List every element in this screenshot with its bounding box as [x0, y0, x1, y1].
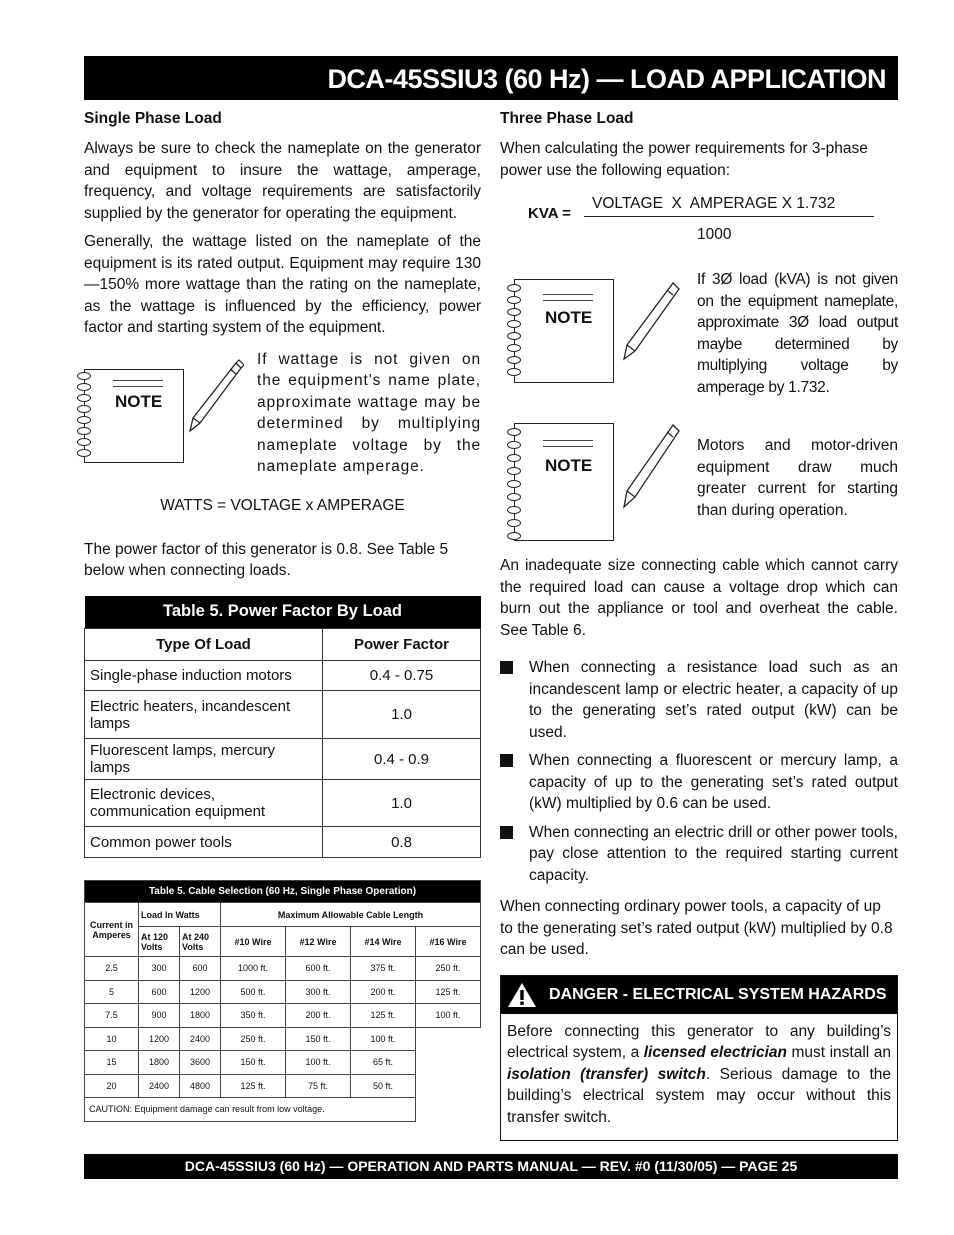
pencil-icon [618, 275, 682, 365]
danger-heading: DANGER - ELECTRICAL SYSTEM HAZARDS [549, 985, 887, 1003]
pf-cell: 0.8 [323, 827, 481, 858]
cable-cell: 125 ft. [416, 980, 481, 1004]
kva-numerator: VOLTAGE X AMPERAGE X 1.732 [592, 195, 836, 212]
pencil-icon [618, 417, 682, 512]
bullet-text: When connecting an electric drill or other power tools, pay close attention to the required starting current capacity. [529, 823, 898, 884]
cable-cell: 100 ft. [351, 1027, 416, 1051]
table-row [85, 780, 481, 827]
note-notebook-icon [84, 369, 184, 463]
cable-header-wire: #14 Wire [351, 927, 416, 957]
three-phase-para-1: When calculating the power requirements for 3-phase power use the following equation: [500, 140, 868, 179]
pf-cell: 0.4 - 0.75 [323, 661, 481, 691]
cable-cell: 1200 [139, 1027, 180, 1051]
pf-header-type: Type Of Load [85, 629, 323, 661]
cable-header-240: At 240 Volts [180, 927, 221, 957]
single-phase-para-2: Generally, the wattage listed on the nameplate of the equipment is its rated output. Equipment may require 130—150% more wattage than the rating on the nameplate, as the wattage is influenced by the efficiency, power factor and starting system of the equipment. [84, 233, 481, 336]
cable-cell: 375 ft. [351, 957, 416, 981]
note-label: NOTE [545, 456, 593, 475]
page-title: DCA-45SSIU3 (60 Hz) — LOAD APPLICATION [84, 56, 898, 100]
table-row [85, 661, 481, 691]
table-row [85, 739, 481, 780]
pf-cell: Single-phase induction motors [85, 661, 323, 691]
cable-cell: 300 ft. [286, 980, 351, 1004]
note-motors-text: Motors and motor-driven equipment draw much greater current for starting than during operation. [697, 437, 898, 519]
danger-emphasis: licensed electrician [643, 1044, 787, 1061]
cable-cell: 1000 ft. [221, 957, 286, 981]
table-row [85, 1027, 481, 1051]
cable-cell: 2400 [180, 1027, 221, 1051]
cable-cell: 1800 [139, 1051, 180, 1075]
list-item [500, 822, 898, 887]
table-row [85, 1004, 481, 1028]
pf-cell: 1.0 [323, 691, 481, 739]
table-row [85, 827, 481, 858]
cable-warning-para: An inadequate size connecting cable which cannot carry the required load can cause a voltage drop which can burn out the appliance or tool and overheat the cable. See Table 6. [500, 557, 898, 639]
cable-cell: 125 ft. [221, 1074, 286, 1098]
cable-header-wire: #12 Wire [286, 927, 351, 957]
note-motors [500, 417, 898, 557]
pf-header-factor: Power Factor [323, 629, 481, 661]
cable-cell: 300 [139, 957, 180, 981]
cable-header-load: Load In Watts [139, 903, 221, 927]
cable-table-title: Table 5. Cable Selection (60 Hz, Single Phase Operation) [85, 881, 481, 903]
pf-cell: Electronic devices, communication equipment [85, 780, 323, 827]
single-phase-para-1: Always be sure to check the nameplate on the generator and equipment to insure the wattage, amperage, frequency, and voltage requirements are satisfactorily supplied by the generator for operating the equipment. [84, 140, 481, 222]
note-3phase-text: If 3Ø load (kVA) is not given on the equipment nameplate, approximate 3Ø load output maybe determined by multiplying voltage by amperage by 1.732. [697, 271, 898, 396]
note-label: NOTE [545, 308, 593, 327]
danger-text: Before connecting this generator to any building’s electrical system, a [507, 1022, 891, 1061]
list-item [500, 657, 898, 743]
cable-cell: 4800 [180, 1074, 221, 1098]
power-factor-para: The power factor of this generator is 0.8. See Table 5 below when connecting loads. [84, 540, 449, 579]
cable-cell: 600 ft. [286, 957, 351, 981]
table-row [85, 980, 481, 1004]
kva-formula [500, 195, 898, 255]
cable-cell: 1200 [180, 980, 221, 1004]
cable-cell: 350 ft. [221, 1004, 286, 1028]
kva-denominator: 1000 [697, 226, 732, 243]
cable-cell: 100 ft. [286, 1051, 351, 1075]
warning-triangle-icon [507, 982, 537, 1008]
pf-table-title: Table 5. Power Factor By Load [85, 596, 481, 629]
cable-cell: 20 [85, 1074, 139, 1098]
pf-cell: Fluorescent lamps, mercury lamps [85, 739, 323, 780]
table-row [85, 1074, 481, 1098]
bullet-text: When connecting a fluorescent or mercury lamp, a capacity of up to the generating set’s rated output (kW) multiplied by 0.6 can be used. [529, 752, 898, 812]
cable-cell: 10 [85, 1027, 139, 1051]
bullet-text: When connecting a resistance load such as an incandescent lamp or electric heater, a capacity of up to the generating set’s rated output (kW) can be used. [529, 659, 898, 741]
cable-cell: 100 ft. [416, 1004, 481, 1028]
cable-cell: 900 [139, 1004, 180, 1028]
cable-header-current: Current in Amperes [85, 903, 139, 957]
note-notebook-icon [514, 279, 614, 383]
danger-emphasis: isolation (transfer) switch [507, 1065, 706, 1083]
cable-header-wire: #16 Wire [416, 927, 481, 957]
page-footer: DCA-45SSIU3 (60 Hz) — OPERATION AND PARTS MANUAL — REV. #0 (11/30/05) — PAGE 25 [84, 1154, 898, 1179]
note-3phase [500, 271, 898, 405]
cable-cell: 500 ft. [221, 980, 286, 1004]
power-factor-table [84, 596, 481, 859]
kva-fraction-line [584, 216, 874, 217]
table-row [85, 957, 481, 981]
cable-cell: 15 [85, 1051, 139, 1075]
cable-cell: 2400 [139, 1074, 180, 1098]
note-wattage [84, 350, 481, 487]
cable-cell: 600 [180, 957, 221, 981]
danger-text: . Serious damage to the building’s electrical system may occur without this transfer switch. [507, 1065, 891, 1126]
cable-cell: 150 ft. [286, 1027, 351, 1051]
danger-box [500, 975, 898, 1142]
kva-label: KVA = [528, 205, 571, 222]
right-column [500, 110, 898, 1141]
note-notebook-icon [514, 423, 614, 541]
cable-cell: 200 ft. [351, 980, 416, 1004]
cable-cell: 250 ft. [221, 1027, 286, 1051]
cable-cell: 75 ft. [286, 1074, 351, 1098]
danger-header [501, 976, 897, 1014]
cable-header-max: Maximum Allowable Cable Length [221, 903, 481, 927]
cable-cell: 2.5 [85, 957, 139, 981]
cable-cell: 250 ft. [416, 957, 481, 981]
cable-selection-table [84, 880, 481, 1122]
table-row [85, 691, 481, 739]
cable-cell: 125 ft. [351, 1004, 416, 1028]
cable-cell: 7.5 [85, 1004, 139, 1028]
cable-cell: 600 [139, 980, 180, 1004]
table-row [85, 1051, 481, 1075]
note-wattage-text: If wattage is not given on the equipment's name plate, approximate wattage may be determined by multiplying nameplate voltage by the nameplate amperage. [257, 350, 481, 475]
pencil-icon [184, 357, 244, 437]
cable-header-120: At 120 Volts [139, 927, 180, 957]
cable-cell: 200 ft. [286, 1004, 351, 1028]
pf-cell: 1.0 [323, 780, 481, 827]
cable-header-wire: #10 Wire [221, 927, 286, 957]
danger-text: must install an [786, 1044, 891, 1061]
single-phase-heading: Single Phase Load [84, 110, 222, 127]
watts-formula: WATTS = VOLTAGE x AMPERAGE [160, 496, 405, 514]
pf-cell: 0.4 - 0.9 [323, 739, 481, 780]
cable-cell: 50 ft. [351, 1074, 416, 1098]
list-item [500, 750, 898, 815]
cable-cell: 3600 [180, 1051, 221, 1075]
cable-cell: 1800 [180, 1004, 221, 1028]
pf-cell: Common power tools [85, 827, 323, 858]
three-phase-heading: Three Phase Load [500, 110, 634, 127]
power-tools-para: When connecting ordinary power tools, a capacity of up to the generating set’s rated output (kW) multiplied by 0.8 can be used. [500, 898, 893, 958]
cable-caution: CAUTION: Equipment damage can result from low voltage. [85, 1098, 416, 1122]
pf-cell: Electric heaters, incandescent lamps [85, 691, 323, 739]
left-column [84, 110, 481, 1122]
danger-body [501, 1014, 897, 1141]
cable-cell: 150 ft. [221, 1051, 286, 1075]
cable-cell: 5 [85, 980, 139, 1004]
note-label: NOTE [115, 391, 163, 411]
cable-cell: 65 ft. [351, 1051, 416, 1075]
